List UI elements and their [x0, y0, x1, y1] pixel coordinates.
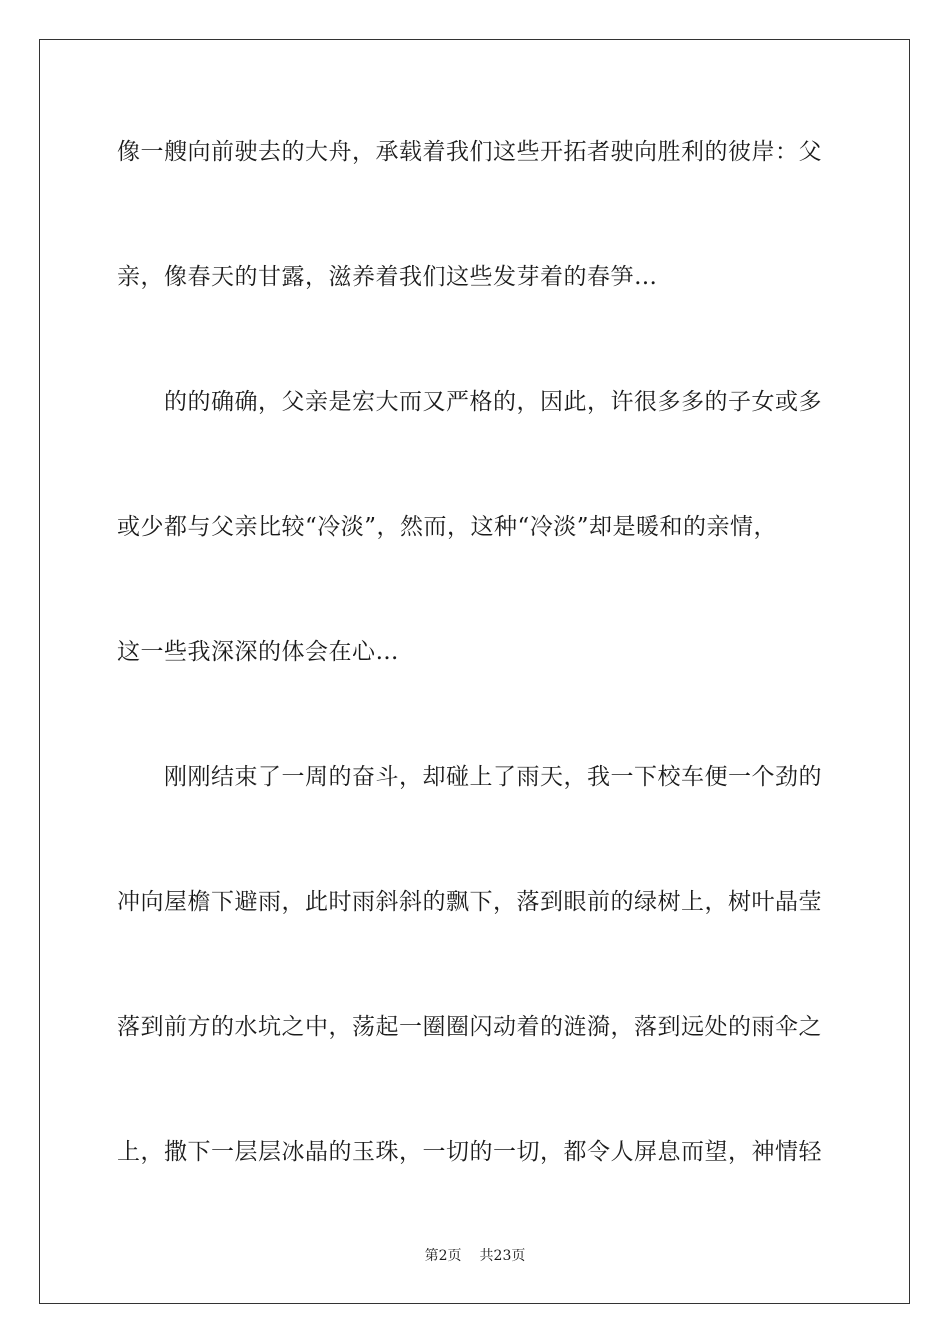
- body-text-line: 落到前方的水坑之中，荡起一圈圈闪动着的涟漪，落到远处的雨伞之: [117, 1014, 822, 1040]
- body-text-line: 刚刚结束了一周的奋斗，却碰上了雨天，我一下校车便一个劲的: [117, 764, 822, 790]
- body-text-line: 或少都与父亲比较“冷淡”，然而，这种“冷淡”却是暖和的亲情，: [117, 514, 778, 540]
- body-text-line: 上，撒下一层层冰晶的玉珠，一切的一切，都令人屏息而望，神情轻: [117, 1139, 822, 1165]
- body-text-line: 这一些我深深的体会在心…: [117, 639, 399, 665]
- body-text-line: 亲，像春天的甘露，滋养着我们这些发芽着的春笋…: [117, 264, 658, 290]
- body-text-line: 的的确确，父亲是宏大而又严格的，因此，许很多多的子女或多: [117, 389, 822, 415]
- page-number-current: 第2页: [424, 1248, 462, 1264]
- body-text-line: 像一艘向前驶去的大舟，承载着我们这些开拓者驶向胜利的彼岸：父: [117, 139, 822, 165]
- page-number-total: 共23页: [479, 1248, 526, 1264]
- page-border: [39, 39, 910, 1304]
- page-footer: [0, 1246, 950, 1266]
- body-text-line: 冲向屋檐下避雨，此时雨斜斜的飘下，落到眼前的绿树上，树叶晶莹: [117, 889, 822, 915]
